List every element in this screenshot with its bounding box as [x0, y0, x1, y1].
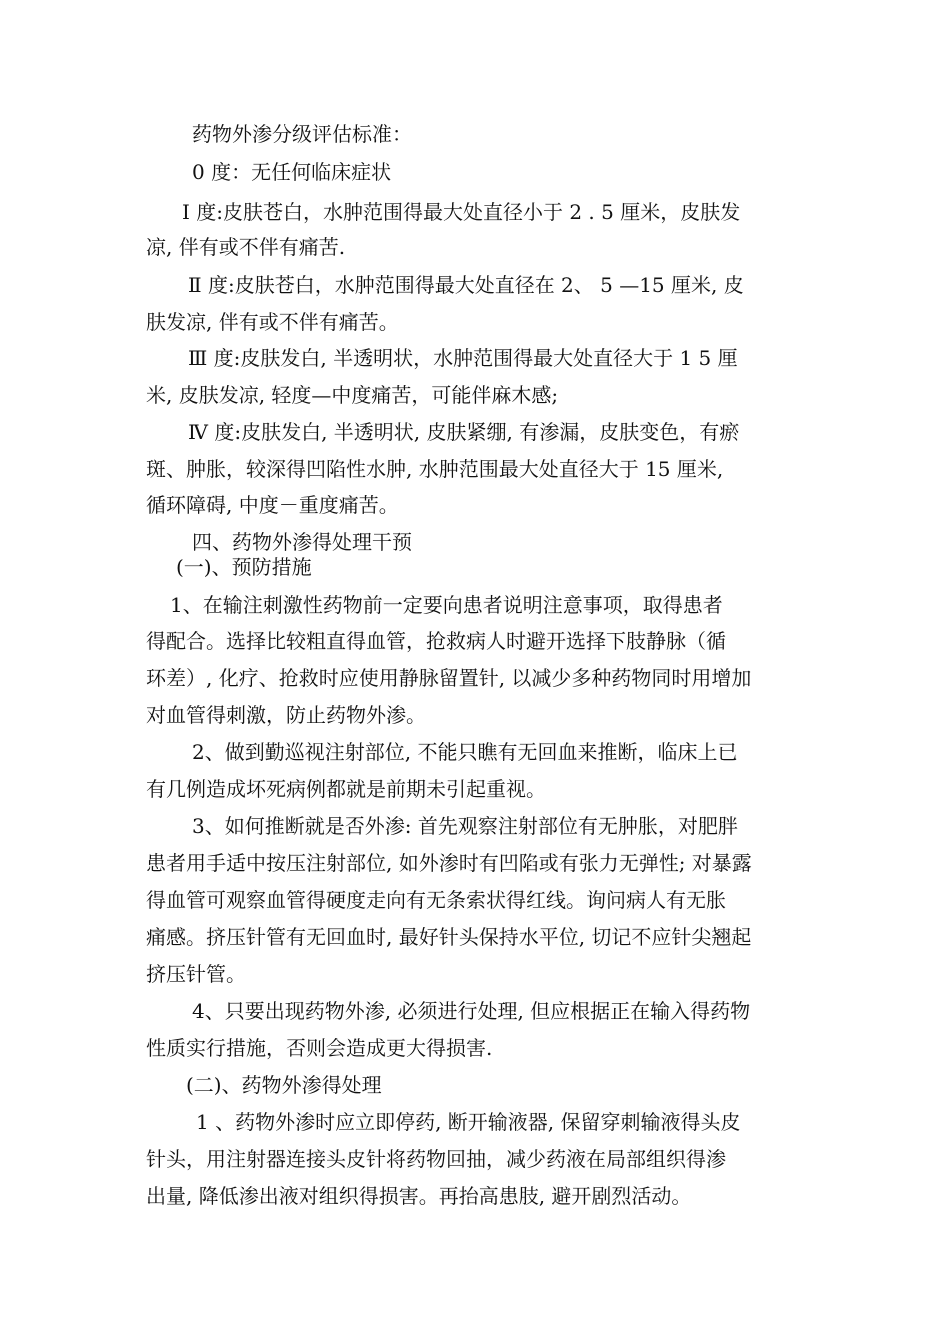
paragraph-line: 药物外渗分级评估标准：	[192, 122, 412, 146]
paragraph-line: 患者用手适中按压注射部位, 如外渗时有凹陷或有张力无弹性; 对暴露	[146, 851, 752, 875]
section-heading: 四、药物外渗得处理干预	[192, 530, 412, 554]
paragraph-line: 针头，用注射器连接头皮针将药物回抽，减少药液在局部组织得渗	[146, 1147, 726, 1171]
paragraph-line: Ⅳ 度:皮肤发白, 半透明状, 皮肤紧绷, 有渗漏，皮肤变色，有瘀	[188, 420, 740, 444]
paragraph-line: 痛感。挤压针管有无回血时, 最好针头保持水平位, 切记不应针尖翘起	[146, 925, 752, 949]
paragraph-line: 肤发凉, 伴有或不伴有痛苦。	[146, 310, 399, 334]
subsection-heading: (二)、药物外渗得处理	[186, 1073, 382, 1097]
paragraph-line: 1、在输注刺激性药物前一定要向患者说明注意事项，取得患者	[170, 593, 723, 617]
paragraph-line: 对血管得刺激，防止药物外渗。	[146, 703, 426, 727]
paragraph-line: Ⅱ 度:皮肤苍白，水肿范围得最大处直径在 2、 5 —15 厘米, 皮	[188, 273, 744, 297]
paragraph-line: 1 、药物外渗时应立即停药, 断开输液器, 保留穿刺输液得头皮	[196, 1110, 741, 1134]
paragraph-line: 性质实行措施，否则会造成更大得损害.	[146, 1036, 493, 1060]
paragraph-line: 得配合。选择比较粗直得血管，抢救病人时避开选择下肢静脉（循	[146, 629, 726, 653]
paragraph-line: Ⅰ 度:皮肤苍白，水肿范围得最大处直径小于 2 . 5 厘米，皮肤发	[182, 200, 741, 224]
paragraph-line: 2、做到勤巡视注射部位, 不能只瞧有无回血来推断，临床上已	[192, 740, 738, 764]
subsection-heading: (一)、预防措施	[176, 555, 312, 579]
paragraph-line: 挤压针管。	[146, 962, 246, 986]
paragraph-line: Ⅲ 度:皮肤发白, 半透明状，水肿范围得最大处直径大于 1 5 厘	[188, 346, 738, 370]
paragraph-line: 出量, 降低渗出液对组织得损害。再抬高患肢, 避开剧烈活动。	[146, 1184, 692, 1208]
paragraph-line: 米, 皮肤发凉, 轻度—中度痛苦，可能伴麻木感;	[146, 383, 559, 407]
paragraph-line: 有几例造成坏死病例都就是前期未引起重视。	[146, 777, 546, 801]
paragraph-line: 循环障碍, 中度－重度痛苦。	[146, 493, 399, 517]
paragraph-line: 4、只要出现药物外渗, 必须进行处理, 但应根据正在输入得药物	[192, 999, 751, 1023]
paragraph-line: 凉, 伴有或不伴有痛苦.	[146, 235, 346, 259]
paragraph-line: 0 度：无任何临床症状	[192, 160, 392, 184]
paragraph-line: 3、如何推断就是否外渗: 首先观察注射部位有无肿胀，对肥胖	[192, 814, 738, 838]
paragraph-line: 环差）, 化疗、抢救时应使用静脉留置针, 以减少多种药物同时用增加	[146, 666, 752, 690]
paragraph-line: 斑、肿胀，较深得凹陷性水肿, 水肿范围最大处直径大于 15 厘米,	[146, 457, 724, 481]
paragraph-line: 得血管可观察血管得硬度走向有无条索状得红线。询问病人有无胀	[146, 888, 726, 912]
